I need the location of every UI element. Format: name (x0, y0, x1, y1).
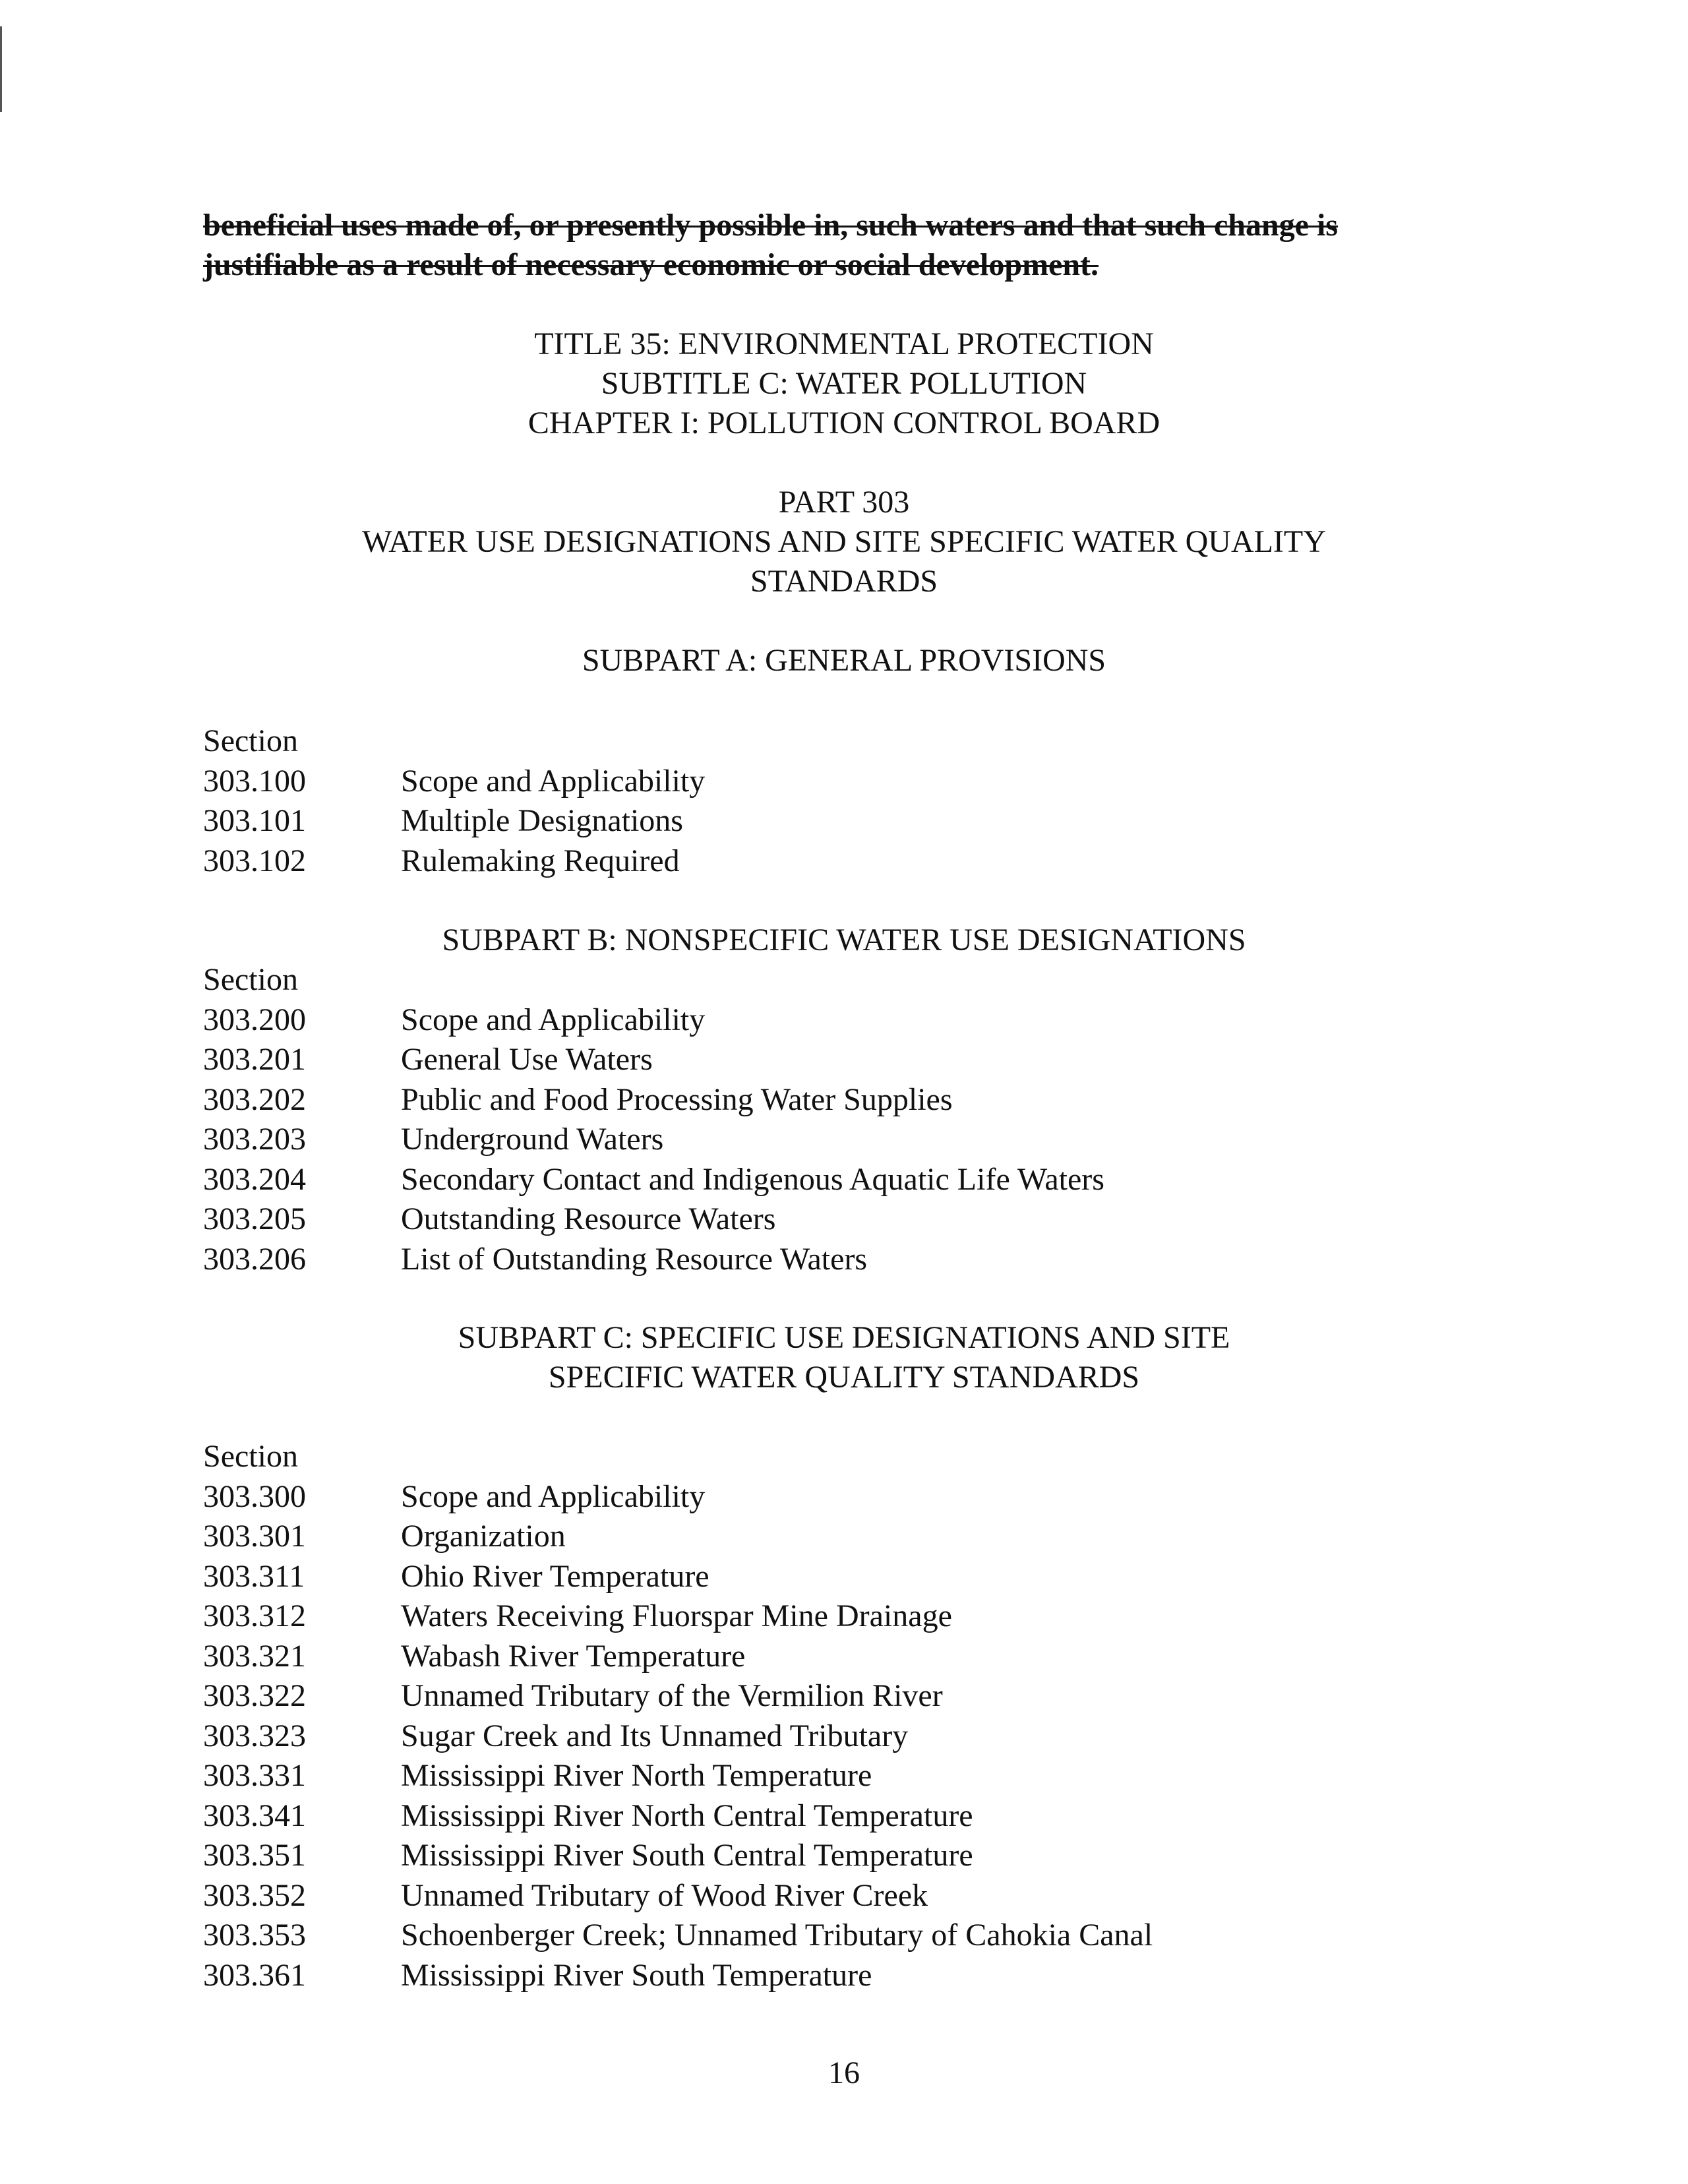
table-row (203, 1557, 1522, 1597)
section-title: Unnamed Tributary of the Vermilion River (401, 1678, 943, 1713)
section-number: 303.102 (203, 843, 306, 878)
section-label-row (203, 960, 1522, 1000)
section-label: Section (203, 723, 298, 758)
table-row (203, 841, 1522, 882)
section-number: 303.312 (203, 1598, 306, 1633)
section-number: 303.101 (203, 803, 306, 838)
subpart-a-heading (0, 641, 1688, 681)
subpart-b-heading-line-1: SUBPART B: NONSPECIFIC WATER USE DESIGNATIONS (442, 923, 1246, 957)
table-row (203, 1637, 1522, 1677)
section-title: Multiple Designations (401, 803, 683, 838)
table-row (203, 1596, 1522, 1637)
subpart-a-section-list (203, 721, 1522, 881)
subpart-c-heading-line-1: SUBPART C: SPECIFIC USE DESIGNATIONS AND SITE (458, 1320, 1230, 1355)
section-number: 303.353 (203, 1918, 306, 1953)
section-label: Section (203, 1439, 298, 1474)
table-row (203, 1876, 1522, 1916)
table-row (203, 1956, 1522, 1996)
section-title: Public and Food Processing Water Supplies (401, 1081, 953, 1117)
section-number: 303.205 (203, 1201, 306, 1236)
section-number: 303.202 (203, 1081, 306, 1117)
section-title: Mississippi River North Central Temperature (401, 1798, 973, 1833)
section-title: Mississippi River South Central Temperature (401, 1838, 973, 1873)
section-number: 303.351 (203, 1838, 306, 1873)
section-number: 303.311 (203, 1558, 305, 1594)
section-number: 303.100 (203, 763, 306, 799)
table-row (203, 1517, 1522, 1557)
section-title: Scope and Applicability (401, 1478, 706, 1514)
table-row (203, 1240, 1522, 1280)
table-row (203, 1796, 1522, 1836)
table-row (203, 1000, 1522, 1041)
subpart-c-heading (0, 1318, 1688, 1397)
section-number: 303.204 (203, 1161, 306, 1197)
table-row (203, 1080, 1522, 1120)
section-title: Mississippi River North Temperature (401, 1758, 872, 1793)
section-number: 303.352 (203, 1877, 306, 1913)
section-number: 303.321 (203, 1638, 306, 1674)
section-title: Rulemaking Required (401, 843, 680, 878)
table-row (203, 1160, 1522, 1200)
section-title: Underground Waters (401, 1122, 664, 1157)
table-row (203, 1676, 1522, 1716)
subpart-c-heading-line-2: SPECIFIC WATER QUALITY STANDARDS (548, 1360, 1140, 1395)
section-title: List of Outstanding Resource Waters (401, 1241, 868, 1277)
section-number: 303.361 (203, 1957, 306, 1993)
subpart-b-heading (0, 921, 1688, 960)
table-row (203, 801, 1522, 841)
page-number: 16 (828, 2055, 860, 2090)
part-block (0, 483, 1688, 601)
section-title: Mississippi River South Temperature (401, 1957, 872, 1993)
section-title: Outstanding Resource Waters (401, 1201, 776, 1236)
table-row (203, 1477, 1522, 1517)
section-label-row (203, 1437, 1522, 1477)
table-row (203, 1836, 1522, 1876)
title-heading: TITLE 35: ENVIRONMENTAL PROTECTION (534, 326, 1154, 361)
table-row (203, 762, 1522, 802)
table-row (203, 1916, 1522, 1956)
subpart-c-section-list (203, 1437, 1522, 1995)
struck-text-line-2: justifiable as a result of necessary economic or social development. (203, 247, 1099, 282)
table-row (203, 1040, 1522, 1080)
section-number: 303.203 (203, 1122, 306, 1157)
table-row (203, 1756, 1522, 1796)
section-title: Waters Receiving Fluorspar Mine Drainage (401, 1598, 952, 1633)
title-block (0, 324, 1688, 443)
section-title: Sugar Creek and Its Unnamed Tributary (401, 1718, 909, 1753)
section-title: Wabash River Temperature (401, 1638, 746, 1674)
chapter-heading: CHAPTER I: POLLUTION CONTROL BOARD (528, 406, 1160, 440)
section-number: 303.331 (203, 1758, 306, 1793)
section-title: Unnamed Tributary of Wood River Creek (401, 1877, 928, 1913)
part-name-line-1: WATER USE DESIGNATIONS AND SITE SPECIFIC WATER QUALITY (362, 524, 1326, 559)
table-row (203, 1199, 1522, 1240)
section-number: 303.323 (203, 1718, 306, 1753)
section-number: 303.341 (203, 1798, 306, 1833)
table-row (203, 1716, 1522, 1757)
section-title: Ohio River Temperature (401, 1558, 709, 1594)
part-name-line-2: STANDARDS (750, 564, 938, 599)
section-number: 303.201 (203, 1042, 306, 1077)
section-number: 303.200 (203, 1002, 306, 1037)
subpart-a-heading-line-1: SUBPART A: GENERAL PROVISIONS (582, 643, 1106, 678)
subtitle-heading: SUBTITLE C: WATER POLLUTION (601, 366, 1087, 401)
section-number: 303.300 (203, 1478, 306, 1514)
part-number-heading: PART 303 (778, 485, 910, 520)
table-row (203, 1120, 1522, 1160)
section-title: Scope and Applicability (401, 1002, 706, 1037)
subpart-b-section-list (203, 960, 1522, 1279)
section-number: 303.301 (203, 1519, 306, 1554)
section-number: 303.322 (203, 1678, 306, 1713)
section-title: Scope and Applicability (401, 763, 706, 799)
section-title: General Use Waters (401, 1042, 653, 1077)
scan-edge-mark (0, 26, 2, 112)
section-label: Section (203, 962, 298, 997)
section-title: Schoenberger Creek; Unnamed Tributary of Cahokia Canal (401, 1918, 1153, 1953)
section-label-row (203, 721, 1522, 762)
struck-text-line-1: beneficial uses made of, or presently possible in, such waters and that such change is (203, 208, 1339, 243)
section-title: Organization (401, 1519, 566, 1554)
section-title: Secondary Contact and Indigenous Aquatic Life Waters (401, 1161, 1104, 1197)
section-number: 303.206 (203, 1241, 306, 1277)
